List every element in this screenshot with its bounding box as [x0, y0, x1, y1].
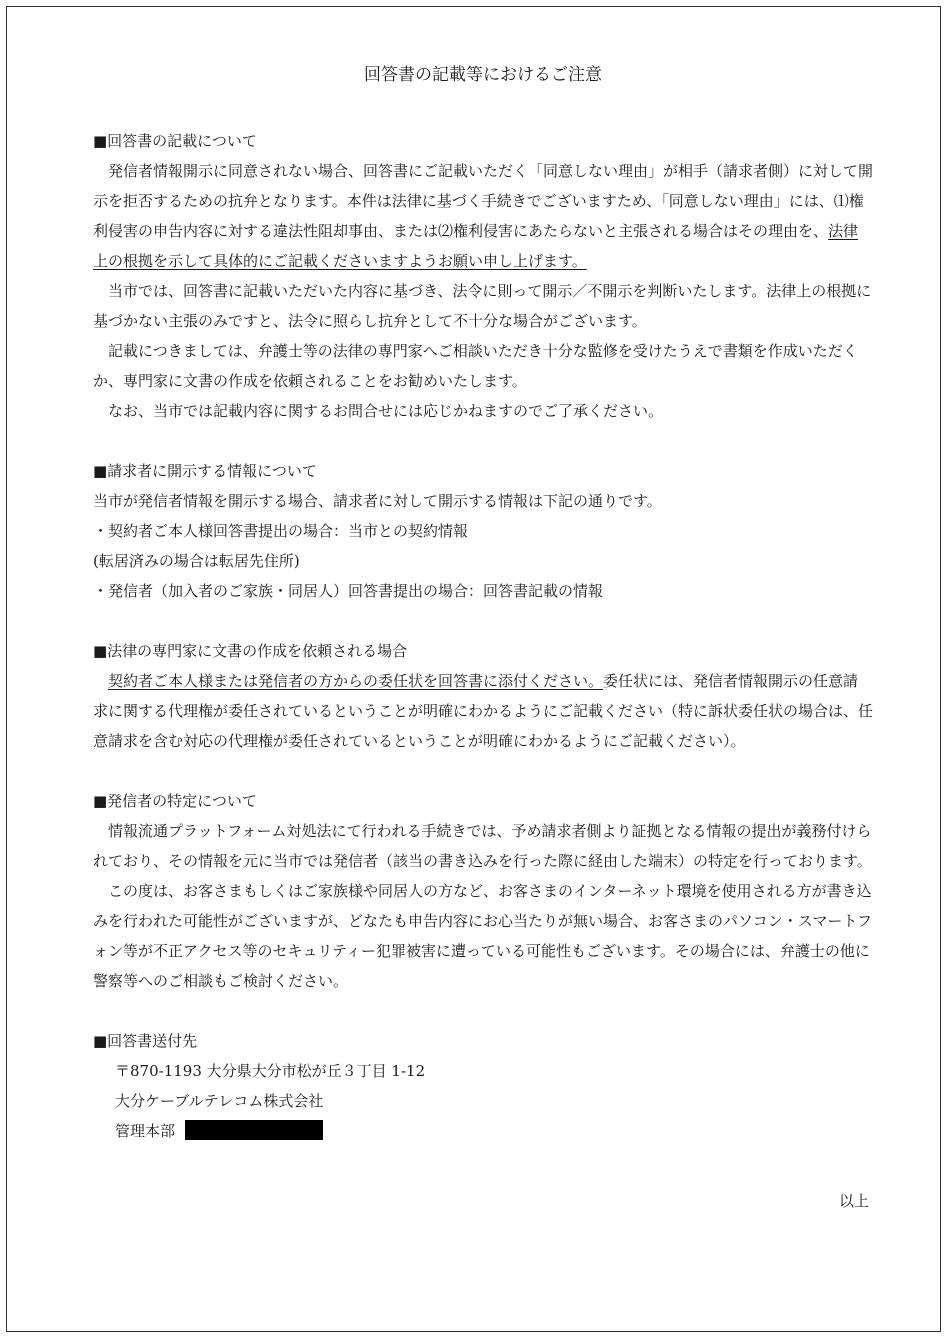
info-line: ・発信者（加入者のご家族・同居人）回答書提出の場合：回答書記載の情報 — [93, 582, 604, 600]
company-name: 大分ケーブルテレコム株式会社 — [115, 1092, 324, 1110]
section-heading: ■回答書送付先 — [93, 1032, 198, 1050]
redaction-bar — [185, 1120, 323, 1140]
paragraph — [93, 666, 873, 756]
section-sender-identification — [93, 786, 873, 996]
info-line: ・契約者ご本人様回答書提出の場合：当市との契約情報 — [93, 522, 469, 540]
department-name: 管理本部 — [115, 1122, 176, 1140]
paragraph — [93, 156, 873, 276]
paragraph-text: 発信者情報開示に同意されない場合、回答書にご記載いただく「同意しない理由」が相手（請求者側）に対して開示を拒否するための抗弁となります。本件は法律に基づく手続きでございますため、「同意しない理由」には、⑴権利侵害の申告内容に対する違法性阻却事由、または⑵権利侵害にあたらないと主張される場合はその理由を、 — [93, 162, 874, 240]
section-gap — [93, 426, 873, 456]
info-line: (転居済みの場合は転居先住所) — [93, 552, 300, 570]
section-heading: ■法律の専門家に文書の作成を依頼される場合 — [93, 642, 408, 660]
postal-address: 〒870-1193 大分県大分市松が丘３丁目 1-12 — [115, 1062, 426, 1080]
section-heading: ■発信者の特定について — [93, 792, 257, 810]
underlined-request: 契約者ご本人様または発信者の方からの委任状を回答書に添付ください。 — [108, 672, 604, 690]
section-gap — [93, 756, 873, 786]
paragraph-text: 委任状には、発信者情報開示の任意請求に関する代理権が委任されているということが明確にわかるようにご記載ください（特に訴状委任状の場合は、任意請求を含む対応の代理権が委任されているということが明確にわかるようにご記載ください）。 — [93, 672, 874, 750]
document-title: 回答書の記載等におけるご注意 — [364, 65, 602, 85]
department-line — [93, 1116, 873, 1146]
section-disclosed-info — [93, 456, 873, 606]
section-legal-expert — [93, 636, 873, 756]
section-heading: ■請求者に開示する情報について — [93, 462, 317, 480]
section-heading: ■回答書の記載について — [93, 132, 257, 150]
paragraph: なお、当市では記載内容に関するお問合せには応じかねますのでご了承ください。 — [108, 402, 664, 420]
section-send-address — [93, 1026, 873, 1146]
paragraph: 記載につきましては、弁護士等の法律の専門家へご相談いただき十分な監修を受けたうえで書類を作成いただくか、専門家に文書の作成を依頼されることをお勧めいたします。 — [93, 342, 858, 390]
underlined-request: 法律上の根拠を示して具体的にご記載くださいますようお願い申し上げます。 — [93, 222, 859, 270]
document-body — [93, 62, 874, 1210]
section-gap — [93, 996, 873, 1026]
paragraph: 当市では、回答書に記載いただいた内容に基づき、法令に則って開示／不開示を判断いたします。法律上の根拠に基づかない主張のみですと、法令に照らし抗弁として不十分な場合がございます。 — [93, 282, 872, 330]
paragraph: この度は、お客さまもしくはご家族様や同居人の方など、お客さまのインターネット環境を使用される方が書き込みを行われた可能性がございますが、どなたも申告内容にお心当たりが無い場合、お客さまのパソコン・スマートフォン等が不正アクセス等のセキュリティー犯罪被害に遭っている可能性もございます。その場合には、弁護士の他に警察等へのご相談もご検討ください。 — [93, 882, 872, 990]
section-gap — [93, 606, 873, 636]
section-answer-writing — [93, 126, 873, 426]
info-line: 当市が発信者情報を開示する場合、請求者に対して開示する情報は下記の通りです。 — [93, 492, 662, 510]
closing-mark: 以上 — [838, 1192, 869, 1210]
paragraph: 情報流通プラットフォーム対処法にて行われる手続きでは、予め請求者側より証拠となる情報の提出が義務付けられており、その情報を元に当市では発信者（該当の書き込みを行った際に経由した端末）の特定を行っております。 — [93, 822, 872, 870]
